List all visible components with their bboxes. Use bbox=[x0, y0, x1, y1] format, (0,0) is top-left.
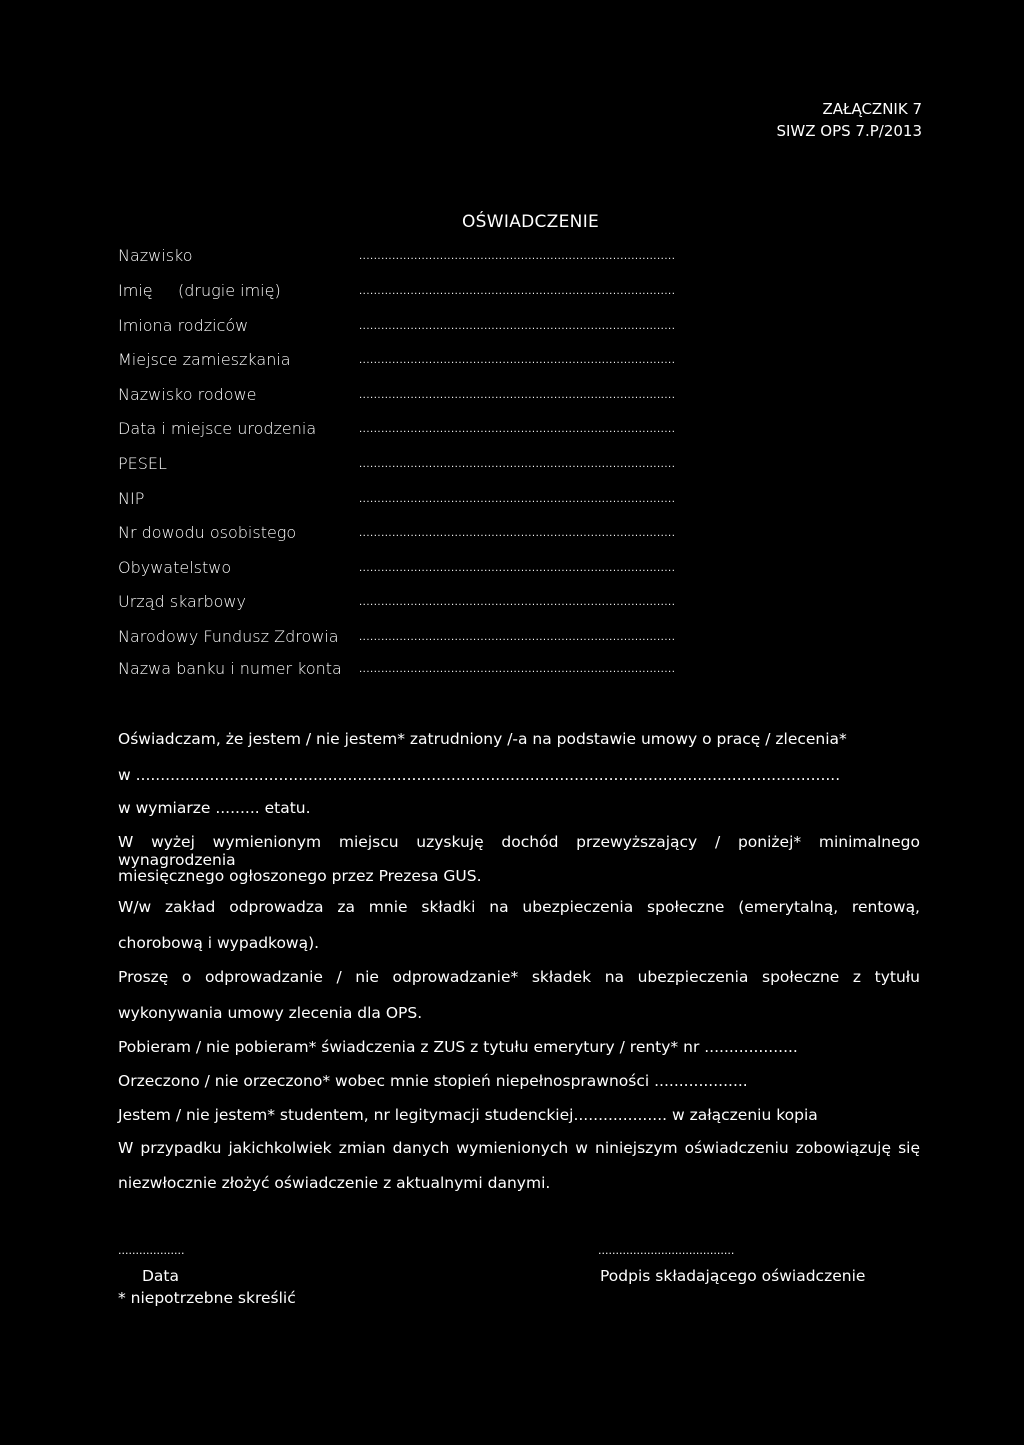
field-label-citizenship: Obywatelstwo bbox=[118, 558, 232, 577]
employment-statement: Oświadczam, że jestem / nie jestem* zatrudniony /-a na podstawie umowy o pracę / zlecenia* bbox=[118, 730, 847, 748]
field-dots-tax-office[interactable]: ...................................................................................... bbox=[359, 597, 676, 608]
field-dots-citizenship[interactable]: ...................................................................................... bbox=[359, 563, 676, 574]
field-label-nip: NIP bbox=[118, 489, 145, 508]
contract-contributions-line2: wykonywania umowy zlecenia dla OPS. bbox=[118, 1004, 423, 1022]
field-dots-first-name[interactable]: ...................................................................................... bbox=[359, 286, 676, 297]
field-label-parents-names: Imiona rodziców bbox=[118, 316, 249, 335]
contributions-statement-line1: W/w zakład odprowadza za mnie składki na ubezpieczenia społeczne (emerytalną, rentową, bbox=[118, 898, 920, 916]
change-obligation-line2: niezwłocznie złożyć oświadczenie z aktualnymi danymi. bbox=[118, 1174, 551, 1192]
field-dots-nip[interactable]: ...................................................................................... bbox=[359, 494, 676, 505]
change-obligation-line1: W przypadku jakichkolwiek zmian danych wymienionych w niniejszym oświadczeniu zobowiązuję się bbox=[118, 1139, 920, 1157]
signature-dots[interactable]: ....................................... bbox=[598, 1244, 735, 1257]
field-dots-residence[interactable]: ...................................................................................... bbox=[359, 355, 676, 366]
date-label: Data bbox=[142, 1267, 180, 1285]
field-dots-surname[interactable]: ...................................................................................... bbox=[359, 251, 676, 262]
disability-statement: Orzeczono / nie orzeczono* wobec mnie stopień niepełnosprawności ................... bbox=[118, 1072, 748, 1090]
income-statement-line1: W wyżej wymienionym miejscu uzyskuję dochód przewyższający / poniżej* minimalnego wynagrodzenia bbox=[118, 833, 920, 869]
student-statement: Jestem / nie jestem* studentem, nr legitymacji studenckiej................... w załączeniu kopia bbox=[118, 1106, 818, 1124]
field-dots-id-number[interactable]: ...................................................................................... bbox=[359, 528, 676, 539]
working-time-line: w wymiarze ......... etatu. bbox=[118, 799, 311, 817]
field-dots-pesel[interactable]: ...................................................................................... bbox=[359, 459, 676, 470]
field-label-bank-account: Nazwa banku i numer konta bbox=[118, 659, 342, 678]
field-label-maiden-name: Nazwisko rodowe bbox=[118, 385, 257, 404]
footnote: * niepotrzebne skreślić bbox=[118, 1289, 296, 1307]
field-label-pesel: PESEL bbox=[118, 454, 167, 473]
field-dots-birth-date-place[interactable]: ...................................................................................... bbox=[359, 424, 676, 435]
field-label-first-name: Imię (drugie imię) bbox=[118, 281, 281, 300]
reference-number: SIWZ OPS 7.P/2013 bbox=[776, 122, 922, 140]
date-dots[interactable]: ................... bbox=[118, 1244, 185, 1257]
field-label-health-fund: Narodowy Fundusz Zdrowia bbox=[118, 627, 339, 646]
field-label-id-number: Nr dowodu osobistego bbox=[118, 523, 297, 542]
field-label-surname: Nazwisko bbox=[118, 246, 193, 265]
zus-benefits-statement: Pobieram / nie pobieram* świadczenia z ZUS z tytułu emerytury / renty* nr ................... bbox=[118, 1038, 798, 1056]
income-statement-line2: miesięcznego ogłoszonego przez Prezesa GUS. bbox=[118, 867, 482, 885]
contributions-statement-line2: chorobową i wypadkową). bbox=[118, 934, 320, 952]
field-label-residence: Miejsce zamieszkania bbox=[118, 350, 291, 369]
field-dots-health-fund[interactable]: ...................................................................................... bbox=[359, 632, 676, 643]
contract-contributions-line1: Proszę o odprowadzanie / nie odprowadzanie* składek na ubezpieczenia społeczne z tytułu bbox=[118, 968, 920, 986]
field-dots-parents-names[interactable]: ...................................................................................... bbox=[359, 321, 676, 332]
field-label-birth-date-place: Data i miejsce urodzenia bbox=[118, 419, 317, 438]
page-title: OŚWIADCZENIE bbox=[462, 212, 600, 232]
signature-label: Podpis składającego oświadczenie bbox=[600, 1267, 866, 1285]
field-dots-maiden-name[interactable]: ...................................................................................... bbox=[359, 390, 676, 401]
field-dots-bank-account[interactable]: ...................................................................................... bbox=[359, 664, 676, 675]
workplace-line[interactable]: w ............................................................................................................................................... bbox=[118, 766, 841, 784]
attachment-number: ZAŁĄCZNIK 7 bbox=[822, 100, 922, 118]
field-label-tax-office: Urząd skarbowy bbox=[118, 592, 246, 611]
